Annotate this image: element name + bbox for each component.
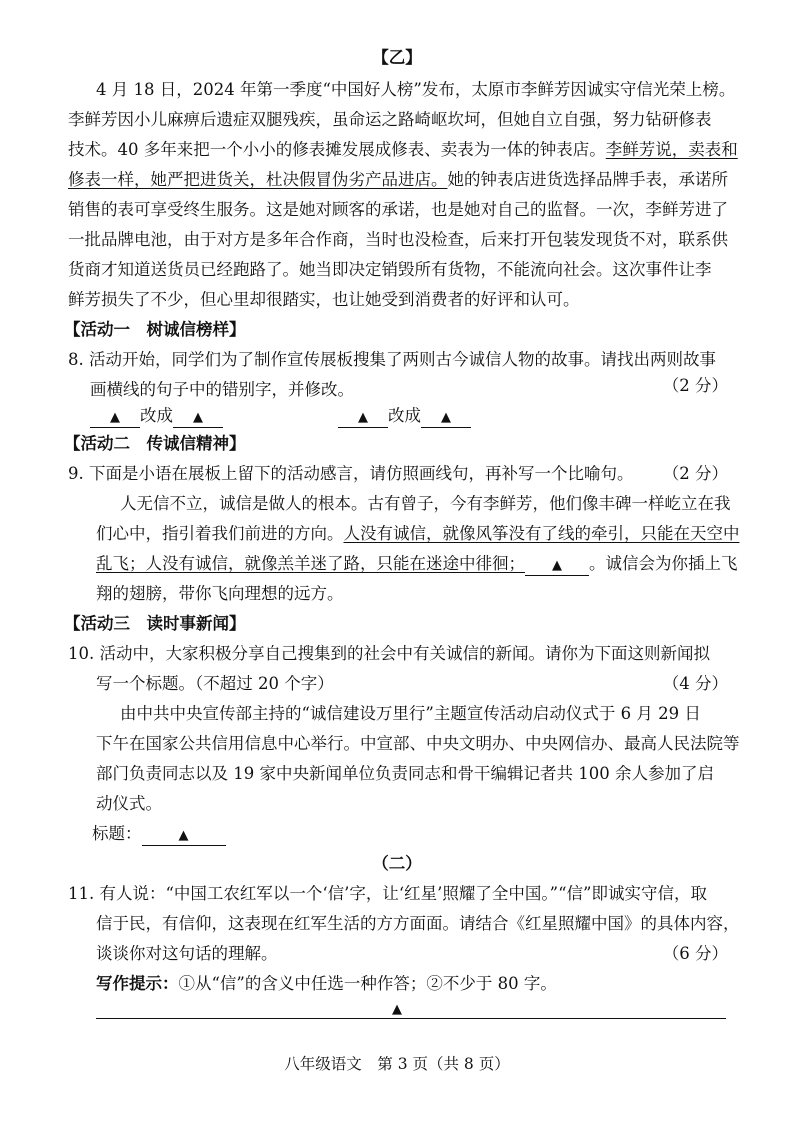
- essay-line: 们心中，指引着我们前进的方向。人没有诚信，就像风筝没有了线的牵引，只能在天空中: [96, 524, 740, 543]
- essay-line: 人无信不立，诚信是做人的根本。古有曾子，今有李鲜芳，他们像丰碑一样屹立在我: [120, 494, 731, 513]
- question-8-answer-row: ▲ 改成 ▲: [338, 404, 471, 428]
- answer-line[interactable]: [96, 1018, 726, 1019]
- news-line: 下午在国家公共信用信息中心举行。中宣部、中央文明办、中央网信办、最高人民法院等: [96, 734, 740, 753]
- title-answer-row: 标题： ▲: [92, 822, 226, 846]
- question-9-score: （2 分）: [662, 464, 728, 483]
- question-8-answer-row: ▲ 改成 ▲: [90, 404, 223, 428]
- passage-line: 修表一样，她严把进货关，杜决假冒伪劣产品进店。她的钟表店进货选择品牌手表，承诺所: [68, 170, 728, 189]
- news-line: 部门负责同志以及 19 家中央新闻单位负责同志和骨干编辑记者共 100 余人参加了启: [96, 764, 714, 783]
- essay-line: 乱飞；人没有诚信，就像羔羊迷了路，只能在迷途中徘徊； ▲ 。诚信会为你插上飞: [96, 552, 738, 576]
- passage-line: 一批品牌电池，由于对方是多年合作商，当时也没检查，后来打开包装发现货不对，联系供: [68, 230, 728, 249]
- underlined-sentence: 李鲜芳说，卖表和: [605, 140, 738, 159]
- question-10-text: 10. 活动中，大家积极分享自己搜集到的社会中有关诚信的新闻。请你为下面这则新闻拟: [68, 644, 710, 663]
- question-9-text: 9. 下面是小语在展板上留下的活动感言，请仿照画线句，再补写一个比喻句。: [68, 464, 634, 483]
- passage-line: 技术。40 多年来把一个小小的修表摊发展成修表、卖表为一体的钟表店。李鲜芳说，卖表和: [68, 140, 738, 159]
- news-line: 由中共中央宣传部主持的“诚信建设万里行”主题宣传活动启动仪式于 6 月 29 日: [120, 704, 701, 723]
- writing-hint: 写作提示：①从“信”的含义中任选一种作答；②不少于 80 字。: [96, 974, 557, 993]
- question-11-text: 谈谈你对这句话的理解。: [96, 944, 278, 963]
- activity-heading: 【活动二 传诚信精神】: [64, 434, 246, 453]
- passage-line: 4 月 18 日，2024 年第一季度“中国好人榜”发布，太原市李鲜芳因诚实守信光荣上榜。: [96, 80, 736, 99]
- answer-blank[interactable]: ▲: [173, 406, 223, 428]
- question-8-text: 画横线的句子中的错别字，并修改。: [90, 380, 354, 399]
- essay-line: 翔的翅膀，带你飞向理想的远方。: [96, 584, 344, 603]
- answer-blank[interactable]: ▲: [525, 554, 589, 576]
- question-11-text: 信于民，有信仰，这表现在红军生活的方方面面。请结合《红星照耀中国》的具体内容，: [96, 914, 740, 933]
- activity-heading: 【活动三 读时事新闻】: [64, 614, 246, 633]
- underlined-sentence: 乱飞；人没有诚信，就像羔羊迷了路，只能在迷途中徘徊；: [96, 554, 525, 573]
- question-8-text: 8. 活动开始，同学们为了制作宣传展板搜集了两则古今诚信人物的故事。请找出两则故事: [68, 350, 716, 369]
- question-8-score: （2 分）: [662, 376, 728, 395]
- underlined-sentence: 修表一样，她严把进货关，杜决假冒伪劣产品进店。: [68, 170, 448, 189]
- question-10-text: 写一个标题。（不超过 20 个字）: [96, 674, 334, 693]
- section-2-title: （二）: [372, 854, 422, 873]
- news-line: 动仪式。: [96, 794, 162, 813]
- underlined-sentence: 人没有诚信，就像风筝没有了线的牵引，只能在天空中: [343, 524, 740, 543]
- title-answer-blank[interactable]: ▲: [142, 824, 226, 846]
- passage-line: 鲜芳损失了不少，但心里却很踏实，也让她受到消费者的好评和认可。: [68, 290, 580, 309]
- section-yi-title: 【乙】: [372, 48, 422, 67]
- answer-blank[interactable]: ▲: [421, 406, 471, 428]
- page-footer: 八年级语文 第 3 页（共 8 页）: [284, 1055, 510, 1073]
- question-10-score: （4 分）: [662, 674, 728, 693]
- answer-mark: ▲: [392, 1002, 402, 1017]
- question-11-score: （6 分）: [662, 944, 728, 963]
- question-11-text: 11. 有人说：“中国工农红军以一个‘信’字，让‘红星’照耀了全中国。”“信”即诚实守信，取: [68, 884, 707, 903]
- answer-blank[interactable]: ▲: [338, 406, 388, 428]
- answer-blank[interactable]: ▲: [90, 406, 140, 428]
- activity-heading: 【活动一 树诚信榜样】: [64, 320, 246, 339]
- passage-line: 李鲜芳因小儿麻痹后遗症双腿残疾，虽命运之路崎岖坎坷，但她自立自强，努力钻研修表: [68, 110, 712, 129]
- passage-line: 销售的表可享受终生服务。这是她对顾客的承诺，也是她对自己的监督。一次，李鲜芳进了: [68, 200, 728, 219]
- passage-line: 货商才知道送货员已经跑路了。她当即决定销毁所有货物，不能流向社会。这次事件让李: [68, 260, 712, 279]
